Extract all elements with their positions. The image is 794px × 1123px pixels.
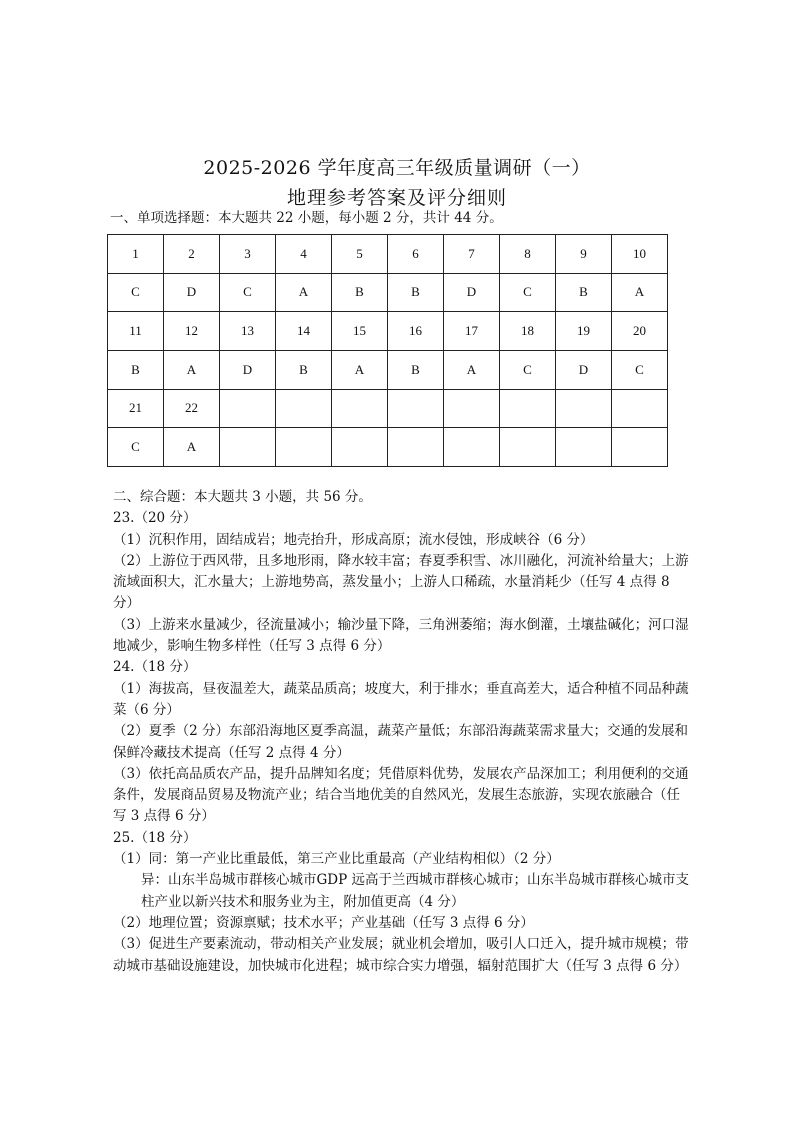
- answer-cell: A: [612, 273, 668, 312]
- answer-cell: D: [556, 350, 612, 389]
- question-number-cell: 2: [164, 235, 220, 274]
- answer-cell: A: [444, 350, 500, 389]
- question-number-cell: 7: [444, 235, 500, 274]
- document-subtitle: 地理参考答案及评分细则: [286, 187, 507, 209]
- answer-cell: B: [556, 273, 612, 312]
- question-number-cell: 14: [276, 312, 332, 351]
- answer-cell: [556, 428, 612, 467]
- question-number-cell: 22: [164, 389, 220, 428]
- answer-cell: B: [276, 350, 332, 389]
- answer-cell: D: [220, 350, 276, 389]
- document-title: 2025-2026 学年度高三年级质量调研（一）: [203, 157, 591, 179]
- question-number-cell: [612, 389, 668, 428]
- question-number-row: [108, 235, 668, 274]
- question-number-cell: [220, 389, 276, 428]
- q23-part2: （2）上游位于西风带，且多地形雨，降水较丰富；春夏季积雪、冰川融化，河流补给量大；上游流域面积大，汇水量大；上游地势高，蒸发量小；上游人口稀疏，水量消耗少（任写 4 点得 8 分）: [113, 552, 689, 612]
- answer-cell: B: [332, 273, 388, 312]
- q24-part2: （2）夏季（2 分）东部沿海地区夏季高温，蔬菜产量低；东部沿海蔬菜需求量大；交通的发展和保鲜冷藏技术提高（任写 2 点得 4 分）: [113, 723, 688, 761]
- question-number-cell: 5: [332, 235, 388, 274]
- answer-row: [108, 273, 668, 312]
- question-number-cell: 3: [220, 235, 276, 274]
- answer-row: [108, 428, 668, 467]
- answer-cell: B: [388, 273, 444, 312]
- q24-part1: （1）海拔高，昼夜温差大，蔬菜品质高；坡度大，利于排水；垂直高差大，适合种植不同品种蔬菜（6 分）: [113, 680, 689, 718]
- q23-part3: （3）上游来水量减少，径流量减小；输沙量下降，三角洲萎缩；海水倒灌，土壤盐碱化；河口湿地减少，影响生物多样性（任写 3 点得 6 分）: [113, 616, 689, 655]
- section2-heading: 二、综合题：本大题共 3 小题，共 56 分。: [113, 489, 372, 505]
- question-number-cell: 20: [612, 312, 668, 351]
- section2-content: [113, 487, 689, 977]
- answer-cell: D: [444, 273, 500, 312]
- question-number-cell: [276, 389, 332, 428]
- question-number-cell: 6: [388, 235, 444, 274]
- question-number-cell: 21: [108, 389, 164, 428]
- question-number-cell: 4: [276, 235, 332, 274]
- question-number-cell: 10: [612, 235, 668, 274]
- answer-cell: B: [388, 350, 444, 389]
- q23-part1: （1）沉积作用，固结成岩；地壳抬升，形成高原；流水侵蚀，形成峡谷（6 分）: [113, 531, 594, 548]
- answer-cell: [444, 428, 500, 467]
- q25-part2: （2）地理位置；资源禀赋；技术水平；产业基础（任写 3 点得 6 分）: [113, 914, 534, 931]
- answer-cell: [388, 428, 444, 467]
- answer-cell: C: [108, 273, 164, 312]
- question-number-cell: 18: [500, 312, 556, 351]
- question-number-cell: 11: [108, 312, 164, 351]
- q24-header: 24.（18 分）: [113, 659, 197, 676]
- question-number-cell: 12: [164, 312, 220, 351]
- answer-cell: C: [220, 273, 276, 312]
- question-number-cell: 16: [388, 312, 444, 351]
- q25-part1-diff: 异：山东半岛城市群核心城市GDP 远高于兰西城市群核心城市；山东半岛城市群核心城市支柱产业以新兴技术和服务业为主，附加值更高（4 分）: [141, 872, 689, 910]
- answer-cell: C: [108, 428, 164, 467]
- question-number-cell: 1: [108, 235, 164, 274]
- answer-cell: D: [164, 273, 220, 312]
- q23-header: 23.（20 分）: [113, 510, 197, 527]
- answer-row: [108, 350, 668, 389]
- question-number-cell: [388, 389, 444, 428]
- answer-cell: A: [164, 350, 220, 389]
- answer-cell: C: [612, 350, 668, 389]
- question-number-cell: 15: [332, 312, 388, 351]
- answer-cell: A: [332, 350, 388, 389]
- question-number-cell: 17: [444, 312, 500, 351]
- question-number-cell: [556, 389, 612, 428]
- question-number-row: [108, 312, 668, 351]
- answer-table: [107, 234, 668, 467]
- question-number-cell: 13: [220, 312, 276, 351]
- answer-cell: A: [164, 428, 220, 467]
- q24-part3: （3）依托高品质农产品，提升品牌知名度；凭借原料优势，发展农产品深加工；利用便利的交通条件，发展商品贸易及物流产业；结合当地优美的自然风光，发展生态旅游，实现农旅融合（任写 3 点得 6 分）: [113, 765, 689, 825]
- question-number-cell: [500, 389, 556, 428]
- question-number-cell: [332, 389, 388, 428]
- section1-heading: 一、单项选择题：本大题共 22 小题，每小题 2 分，共计 44 分。: [110, 210, 503, 226]
- answer-cell: [500, 428, 556, 467]
- question-number-cell: 19: [556, 312, 612, 351]
- answer-cell: [612, 428, 668, 467]
- answer-cell: [220, 428, 276, 467]
- q25-part3: （3）促进生产要素流动，带动相关产业发展；就业机会增加，吸引人口迁入，提升城市规模；带动城市基础设施建设，加快城市化进程；城市综合实力增强，辐射范围扩大（任写 3 点得 6 分）: [113, 936, 689, 974]
- answer-cell: C: [500, 273, 556, 312]
- question-number-cell: [444, 389, 500, 428]
- answer-cell: C: [500, 350, 556, 389]
- q25-part1-same: （1）同：第一产业比重最低，第三产业比重最高（产业结构相似）（2 分）: [113, 851, 560, 868]
- answer-cell: A: [276, 273, 332, 312]
- answer-cell: [332, 428, 388, 467]
- question-number-row: [108, 389, 668, 428]
- question-number-cell: 9: [556, 235, 612, 274]
- question-number-cell: 8: [500, 235, 556, 274]
- q25-header: 25.（18 分）: [113, 829, 197, 846]
- answer-cell: [276, 428, 332, 467]
- answer-cell: B: [108, 350, 164, 389]
